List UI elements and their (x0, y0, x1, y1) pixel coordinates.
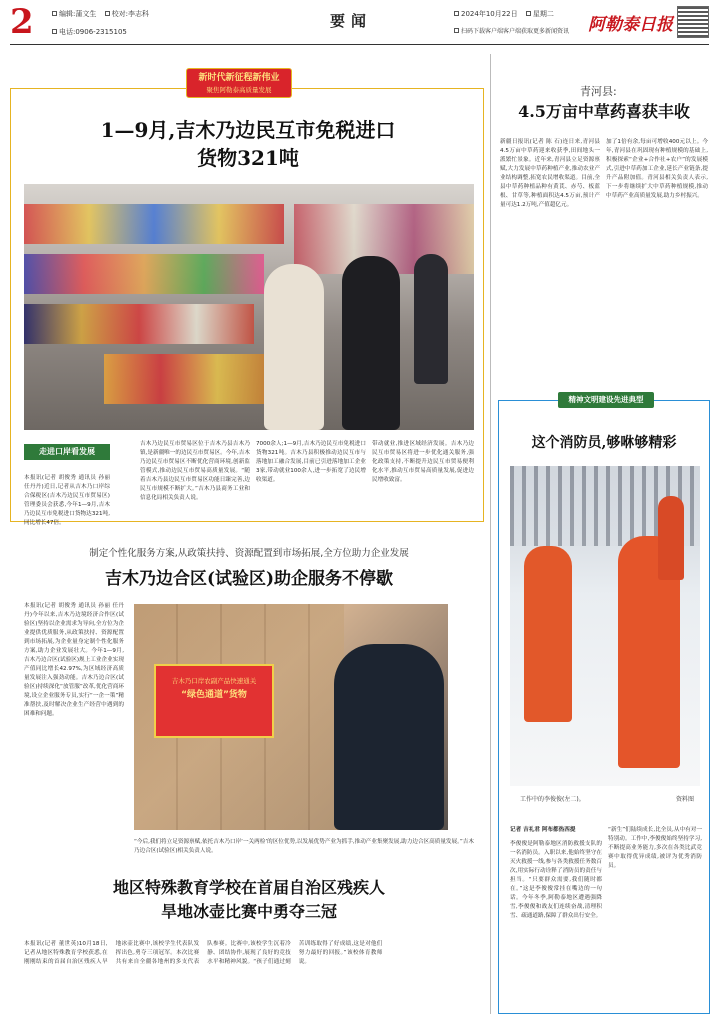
banner-line-2: 聚焦阿勒泰高质量发展 (206, 86, 272, 94)
lead-banner (186, 68, 292, 98)
qinghe-col-2: 加了1倍有余,每亩可增收400元以上。今年,青河县在巩固现有种植规模的基础上,积极探索“企业+合作社+农户”的发展模式,引进中草药加工企业,延长产业链条,提升产品附加值。青河县相关负责人表示,下一步将继续扩大中草药种植规模,推动中草药产业高质量发展,助力乡村振兴。 (606, 139, 708, 199)
editor-credit: 编辑:蒲文生 校对:李志科 (52, 9, 149, 19)
square-icon (52, 29, 57, 34)
qr-code[interactable] (677, 6, 709, 38)
qinghe-kicker: 青河县: (580, 85, 617, 98)
section-title: 要闻 (330, 12, 373, 30)
third-headline (24, 876, 474, 924)
sign-line-1: 吉木乃口岸农副产品快速通关 (171, 677, 257, 685)
qinghe-col-1: 新疆日报讯(记者 陈 石)连日来,青河县4.5万亩中草药迎来收获季,田间地头一派繁忙景象。近年来,青河县立足资源禀赋,大力发展中草药种植产业,推动农业产业结构调整,拓宽农民增收渠道。目前,全县中草药种植品种有黄芪、赤芍、板蓝根、甘草等,种植面积达4.5万亩,预计产量可达1.2万吨,产值超亿元。 (500, 139, 600, 208)
app-note: 扫码下载客户端客户端获取更多新闻资讯 (454, 27, 569, 37)
supermarket-photo (24, 184, 474, 430)
page-number: 2 (10, 2, 34, 42)
masthead-divider (10, 44, 709, 45)
shopper-figure (264, 264, 324, 430)
second-deck: 制定个性化服务方案,从政策扶持、资源配置到市场拓展,全方位助力企业发展 (89, 548, 409, 559)
second-headline: 吉木乃边合区(试验区)助企服务不停歇 (104, 569, 394, 589)
square-icon (52, 11, 57, 16)
firefighter-figure (658, 496, 684, 580)
third-text: 本报讯(记者 董世英)10月18日,记者从地区特殊教育学校获悉,在刚刚结束的首届自治区残疾人旱地冰壶比赛中,该校学生代表队发挥出色,勇夺三项冠军。本次比赛共有来自全疆各地州的多支代表队参赛。比赛中,该校学生沉着冷静、团结协作,展现了良好的竞技水平和精神风貌。“孩子们通过刻苦训练取得了好成绩,这是对他们努力最好的回报。”该校体育教师说。 (24, 941, 383, 965)
phone-line: 电话:0906-2315105 (52, 27, 127, 37)
paper-logo: 阿勒泰日报 (588, 15, 673, 35)
square-icon (454, 11, 459, 16)
green-channel-sign (154, 664, 274, 738)
firefighter-tag: 精神文明建设先进典型 (558, 392, 654, 408)
square-icon (526, 11, 531, 16)
lead-headline-line-2: 货物321吨 (197, 146, 299, 170)
firefighter-col-2: “新生”们陆续成长,比全员,从中有对一特别动。工作中,李俊俊始终坚持学习,不断提高业务能力,多次在各类比武竞赛中取得优异成绩,被评为优秀消防员。 (608, 827, 702, 869)
banner-line-1: 新时代新征程新伟业 (198, 73, 280, 83)
shelf-row (104, 354, 274, 404)
lead-headline (24, 116, 472, 172)
customs-photo (134, 604, 448, 830)
third-headline-line-2: 旱地冰壶比赛中勇夺三冠 (160, 902, 337, 921)
shopper-figure (414, 254, 448, 384)
lead-col-4: 带动就业,推进区域经济发展。吉木乃边民互市贸易区将进一步优化通关服务,强化政策支持,不断提升边民互市贸易便利化水平,推动互市贸易高质量发展,促进边民增收致富。 (372, 441, 474, 483)
square-icon (105, 11, 110, 16)
lead-headline-line-1: 1—9月,吉木乃边民互市免税进口 (100, 118, 396, 142)
firefighter-photo (510, 466, 700, 786)
lead-section-tag: 走进口岸看发展 (24, 444, 110, 460)
sign-line-2: “绿色通道”货物 (181, 690, 247, 700)
lead-col-1: 本报讯(记者 胡俊秀 通讯员 孙丽 任丹丹)近日,记者从吉木乃口岸综合保税区(吉木乃边民互市贸易区)管理委员会获悉,今年1—9月,吉木乃边民互市免税进口货物达321吨,同比增长47倍。 (24, 475, 110, 526)
firefighter-col-1: 李俊俊是阿勒泰地区消防救援支队的一名消防员。入职以来,他始终坚守在灭火救援一线,参与各类救援任务数百次,用实际行动诠释了消防员的责任与担当。“只要群众需要,我们随时都在。”这是李俊俊常挂在嘴边的一句话。今年冬季,阿勒泰地区遭遇强降雪,李俊俊和战友们连续奋战,清理积雪、疏通道路,保障了群众出行安全。 (510, 841, 602, 919)
firefighter-figure (524, 546, 572, 722)
firefighter-byline: 记者 吉礼君 阿布都热西提 (510, 827, 576, 833)
photo-caption: 工作中的李俊俊(左二)。 (520, 796, 585, 803)
customs-officer (334, 644, 444, 830)
column-divider (490, 54, 491, 1014)
shelf-row (24, 254, 264, 294)
shelf-row (24, 304, 254, 344)
square-icon (454, 28, 459, 33)
shelf-row (24, 204, 284, 244)
date-line: 2024年10月22日 星期二 (454, 9, 554, 19)
photo-credit: 资料图 (676, 796, 695, 803)
masthead (0, 0, 717, 46)
shopper-figure (342, 256, 400, 430)
third-headline-line-1: 地区特殊教育学校在首届自治区残疾人 (112, 878, 385, 897)
second-col-text: 本报讯(记者 胡俊秀 通讯员 孙丽 任丹丹)今年以来,吉木乃边境经济合作区(试验区)坚持以企业需求为导向,全方位为企业提供优质服务,从政策扶持、资源配置到市场拓展,为企业量身定制个性化服务方案,助力企业发展壮大。今年1—9月,吉木乃边合区(试验区)规上工业企业实现产值同比增长42.97%,为区域经济高质量发展注入强劲动能。吉木乃边合区(试验区)持续深化“放管服”改革,优化营商环境,设立企业服务专员,实行“一企一策”精准帮扶,及时解决企业生产经营中遇到的困难和问题。 (24, 603, 124, 717)
lead-col-2: 吉木乃边民互市贸易区位于吉木乃县吉木乃镇,是新疆唯一的边民互市贸易区。今年,吉木乃边民互市贸易区不断优化营商环境,创新监管模式,推动边民互市贸易高质量发展。“随着吉木乃县边民互市贸易区功能日臻完善,边民互市规模不断扩大。”吉木乃县商务工业和信息化局相关负责人说。 (140, 441, 250, 501)
firefighter-headline: 这个消防员,够咻够精彩 (531, 435, 677, 451)
lead-col-3: 7000余人;1—9月,吉木乃边民互市免税进口货物321吨。吉木乃县积极推动边民互市与落地加工融合发展,目前已引进落地加工企业3家,带动就业100余人,进一步拓宽了边民增收渠道。 (256, 441, 366, 483)
second-bottom-text: “今后,我们将立足资源禀赋,依托吉木乃口岸‘一关两检’的区位优势,以发展优势产业为抓手,推动产业集聚发展,助力边合区高质量发展。”吉木乃边合区(试验区)相关负责人说。 (134, 839, 474, 854)
qinghe-headline: 4.5万亩中草药喜获丰收 (518, 102, 690, 121)
